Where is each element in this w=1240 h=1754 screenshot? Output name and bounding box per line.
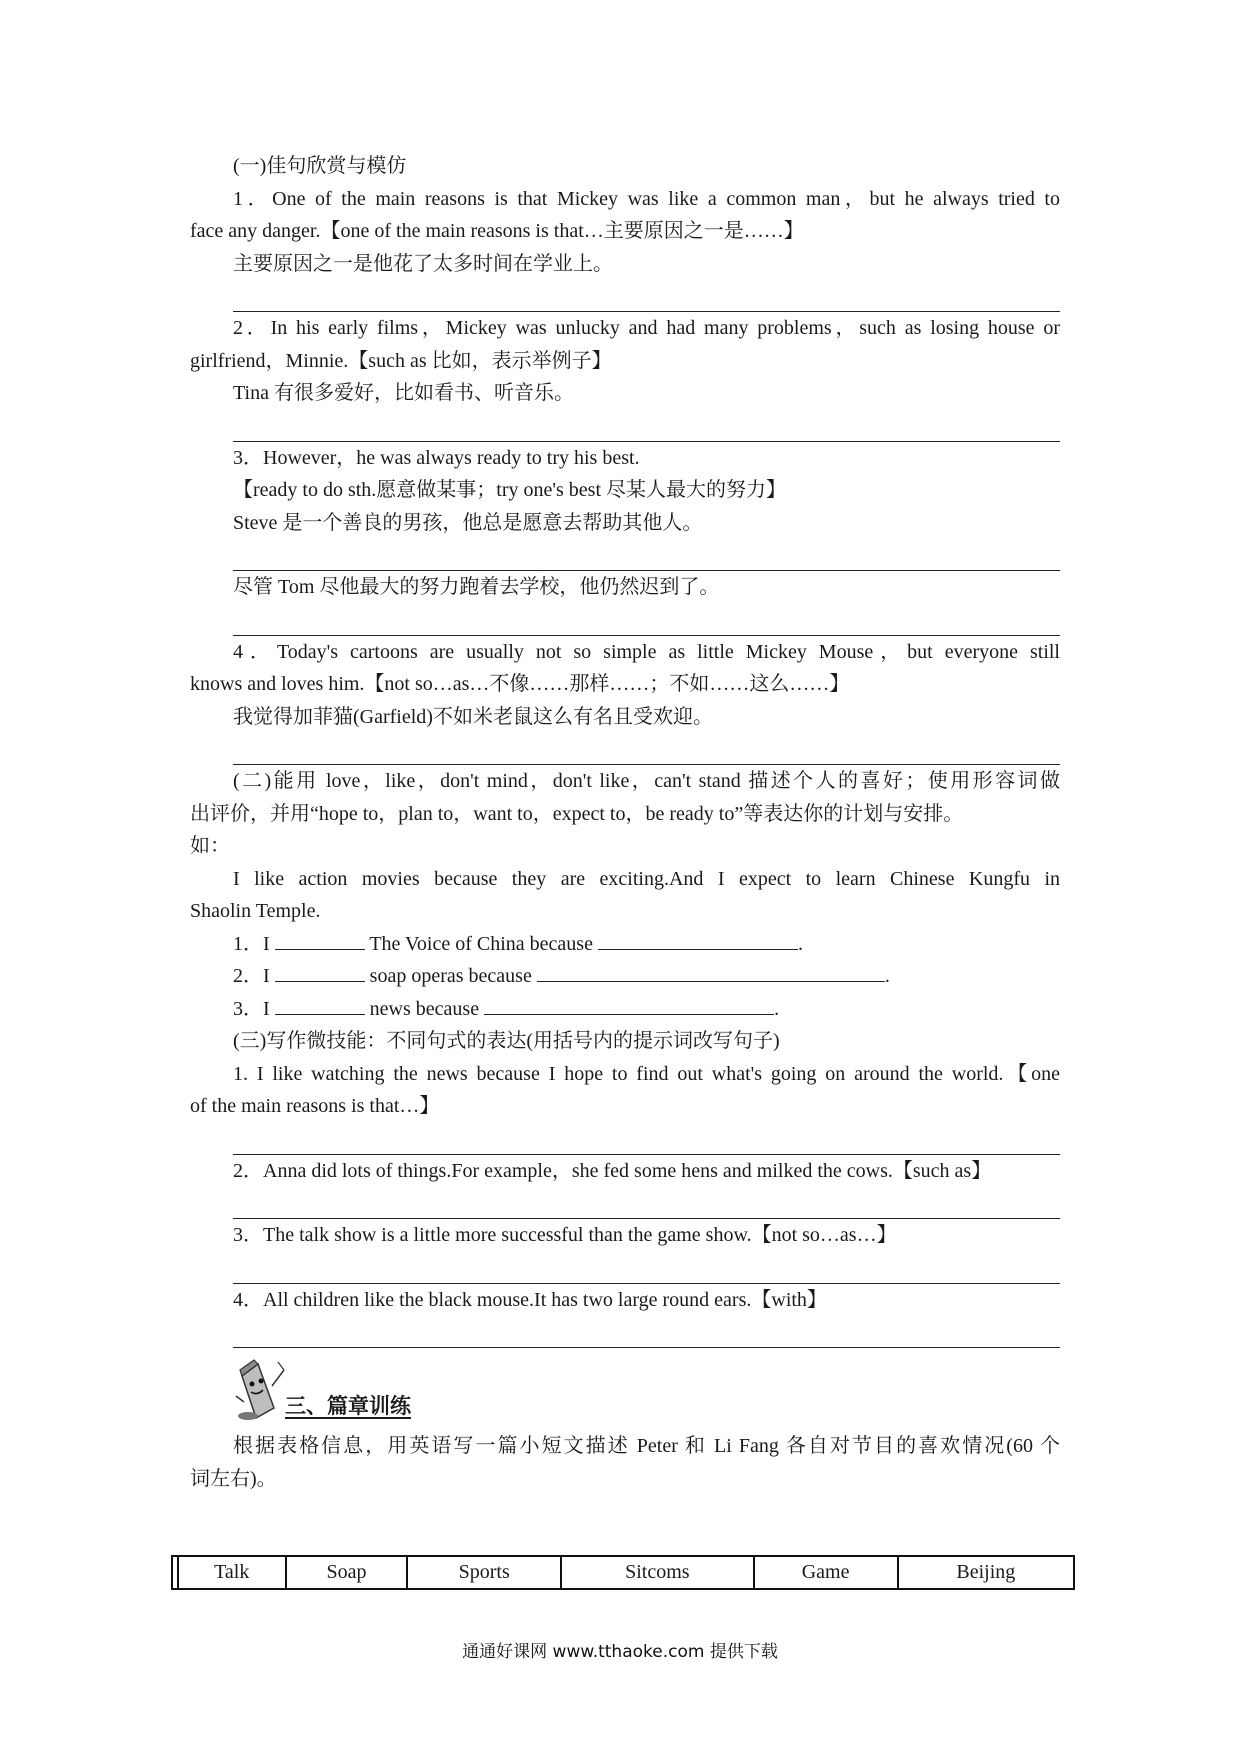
section3-header bbox=[190, 1352, 1060, 1430]
item1-answer-line[interactable] bbox=[190, 280, 1060, 312]
item2-sentence-line1: 2．In his early films，Mickey was unlucky and had many problems，such as losing house or bbox=[233, 317, 1060, 339]
part2-intro-line1: (二)能用 love，like，don't mind，don't like，can't stand 描述个人的喜好；使用形容词做 bbox=[233, 770, 1060, 792]
fill-item-3-blank-a[interactable] bbox=[275, 994, 365, 1015]
part2-intro-line2: 出评价，并用“hope to，plan to，want to，expect to，be ready to”等表达你的计划与安排。 bbox=[190, 802, 964, 825]
rewrite-item3: 3．The talk show is a little more successful than the game show.【not so…as…】 bbox=[233, 1224, 897, 1246]
item3-answer-line[interactable] bbox=[190, 539, 1060, 571]
fill-item-1-num: 1．I bbox=[233, 932, 270, 955]
fill-item-2-mid: soap operas because bbox=[369, 965, 532, 987]
fill-item-2 bbox=[190, 960, 1060, 993]
item4-answer-line[interactable] bbox=[190, 733, 1060, 765]
item2-sentence-line2: girlfriend，Minnie.【such as 比如，表示举例子】 bbox=[190, 349, 612, 372]
preferences-table bbox=[171, 1555, 1075, 1590]
fill-item-1-blank-a[interactable] bbox=[275, 929, 365, 950]
table-header-cell: Soap bbox=[286, 1556, 408, 1589]
rewrite-item4: 4．All children like the black mouse.It has two large round ears.【with】 bbox=[233, 1288, 827, 1311]
item3-translation-task: Steve 是一个善良的男孩，他总是愿意去帮助其他人。 bbox=[233, 511, 703, 534]
rewrite-item4-answer-line[interactable] bbox=[190, 1316, 1060, 1348]
fill-item-2-num: 2．I bbox=[233, 965, 270, 987]
fill-item-1-blank-b[interactable] bbox=[598, 929, 798, 950]
item3-answer-line2[interactable] bbox=[190, 604, 1060, 636]
table-header-cell: Game bbox=[754, 1556, 898, 1589]
fill-item-2-blank-b[interactable] bbox=[537, 961, 885, 982]
table-header-row bbox=[172, 1556, 1074, 1589]
fill-item-1-mid: The Voice of China because bbox=[369, 932, 593, 955]
fill-item-3-mid: news because bbox=[369, 997, 480, 1020]
fill-item-3 bbox=[190, 993, 1060, 1026]
section3-title: 三、篇章训练 bbox=[285, 1394, 411, 1418]
rewrite-item1-line1: 1. I like watching the news because I hope to find out what's going on around the world.【one bbox=[233, 1062, 1060, 1085]
part2-example-line1: I like action movies because they are exciting.And I expect to learn Chinese Kungfu in bbox=[233, 867, 1060, 890]
item1-sentence-line2: face any danger.【one of the main reasons is that…主要原因之一是……】 bbox=[190, 220, 804, 242]
table-header-cell: Talk bbox=[178, 1556, 286, 1589]
section3-desc-line1: 根据表格信息，用英语写一篇小短文描述 Peter 和 Li Fang 各自对节目的喜欢情况(60 个 bbox=[233, 1435, 1060, 1457]
table-header-cell: Sports bbox=[407, 1556, 561, 1589]
table-header-cell: Beijing bbox=[898, 1556, 1074, 1589]
rewrite-item1-answer-line[interactable] bbox=[190, 1123, 1060, 1155]
item4-translation-task: 我觉得加菲猫(Garfield)不如米老鼠这么有名且受欢迎。 bbox=[233, 705, 713, 728]
item3-sentence-line2: 【ready to do sth.愿意做某事；try one's best 尽某人最大的努力】 bbox=[233, 479, 787, 501]
fill-item-1-end: . bbox=[797, 932, 803, 955]
part3-heading: (三)写作微技能：不同句式的表达(用括号内的提示词改写句子) bbox=[233, 1030, 780, 1052]
rewrite-item3-answer-line[interactable] bbox=[190, 1252, 1060, 1284]
item1-sentence-line1: 1．One of the main reasons is that Mickey was like a common man，but he always tried to bbox=[233, 187, 1060, 210]
rewrite-item1-line2: of the main reasons is that…】 bbox=[190, 1095, 440, 1117]
fill-item-2-end: . bbox=[884, 965, 890, 987]
pencil-mascot-icon bbox=[228, 1356, 286, 1422]
worksheet-content bbox=[190, 150, 1060, 1495]
item3-translation-task2: 尽管 Tom 尽他最大的努力跑着去学校，他仍然迟到了。 bbox=[233, 576, 720, 598]
fill-item-3-num: 3．I bbox=[233, 997, 270, 1020]
footer-source: 通通好课网 www.tthaoke.com 提供下载 bbox=[462, 1642, 778, 1662]
section3-desc-line2: 词左右)。 bbox=[190, 1467, 277, 1490]
fill-item-3-end: . bbox=[774, 997, 780, 1020]
part2-intro-line3: 如： bbox=[190, 835, 230, 857]
item2-translation-task: Tina 有很多爱好，比如看书、听音乐。 bbox=[233, 382, 574, 404]
rewrite-item2-answer-line[interactable] bbox=[190, 1187, 1060, 1219]
item4-sentence-line1: 4．Today's cartoons are usually not so simple as little Mickey Mouse，but everyone still bbox=[233, 640, 1060, 663]
part2-example-line2: Shaolin Temple. bbox=[190, 900, 321, 922]
table-header-cell: Sitcoms bbox=[561, 1556, 753, 1589]
fill-item-1 bbox=[190, 928, 1060, 961]
item3-sentence-line1: 3．However，he was always ready to try his best. bbox=[233, 446, 640, 469]
item1-translation-task: 主要原因之一是他花了太多时间在学业上。 bbox=[233, 252, 613, 275]
fill-item-2-blank-a[interactable] bbox=[275, 961, 365, 982]
item4-sentence-line2: knows and loves him.【not so…as…不像……那样……；不如……这么……】 bbox=[190, 673, 850, 695]
part1-heading: (一)佳句欣赏与模仿 bbox=[233, 155, 407, 177]
rewrite-item2: 2．Anna did lots of things.For example，she fed some hens and milked the cows.【such as】 bbox=[233, 1159, 992, 1182]
item2-answer-line[interactable] bbox=[190, 410, 1060, 442]
fill-item-3-blank-b[interactable] bbox=[484, 994, 774, 1015]
